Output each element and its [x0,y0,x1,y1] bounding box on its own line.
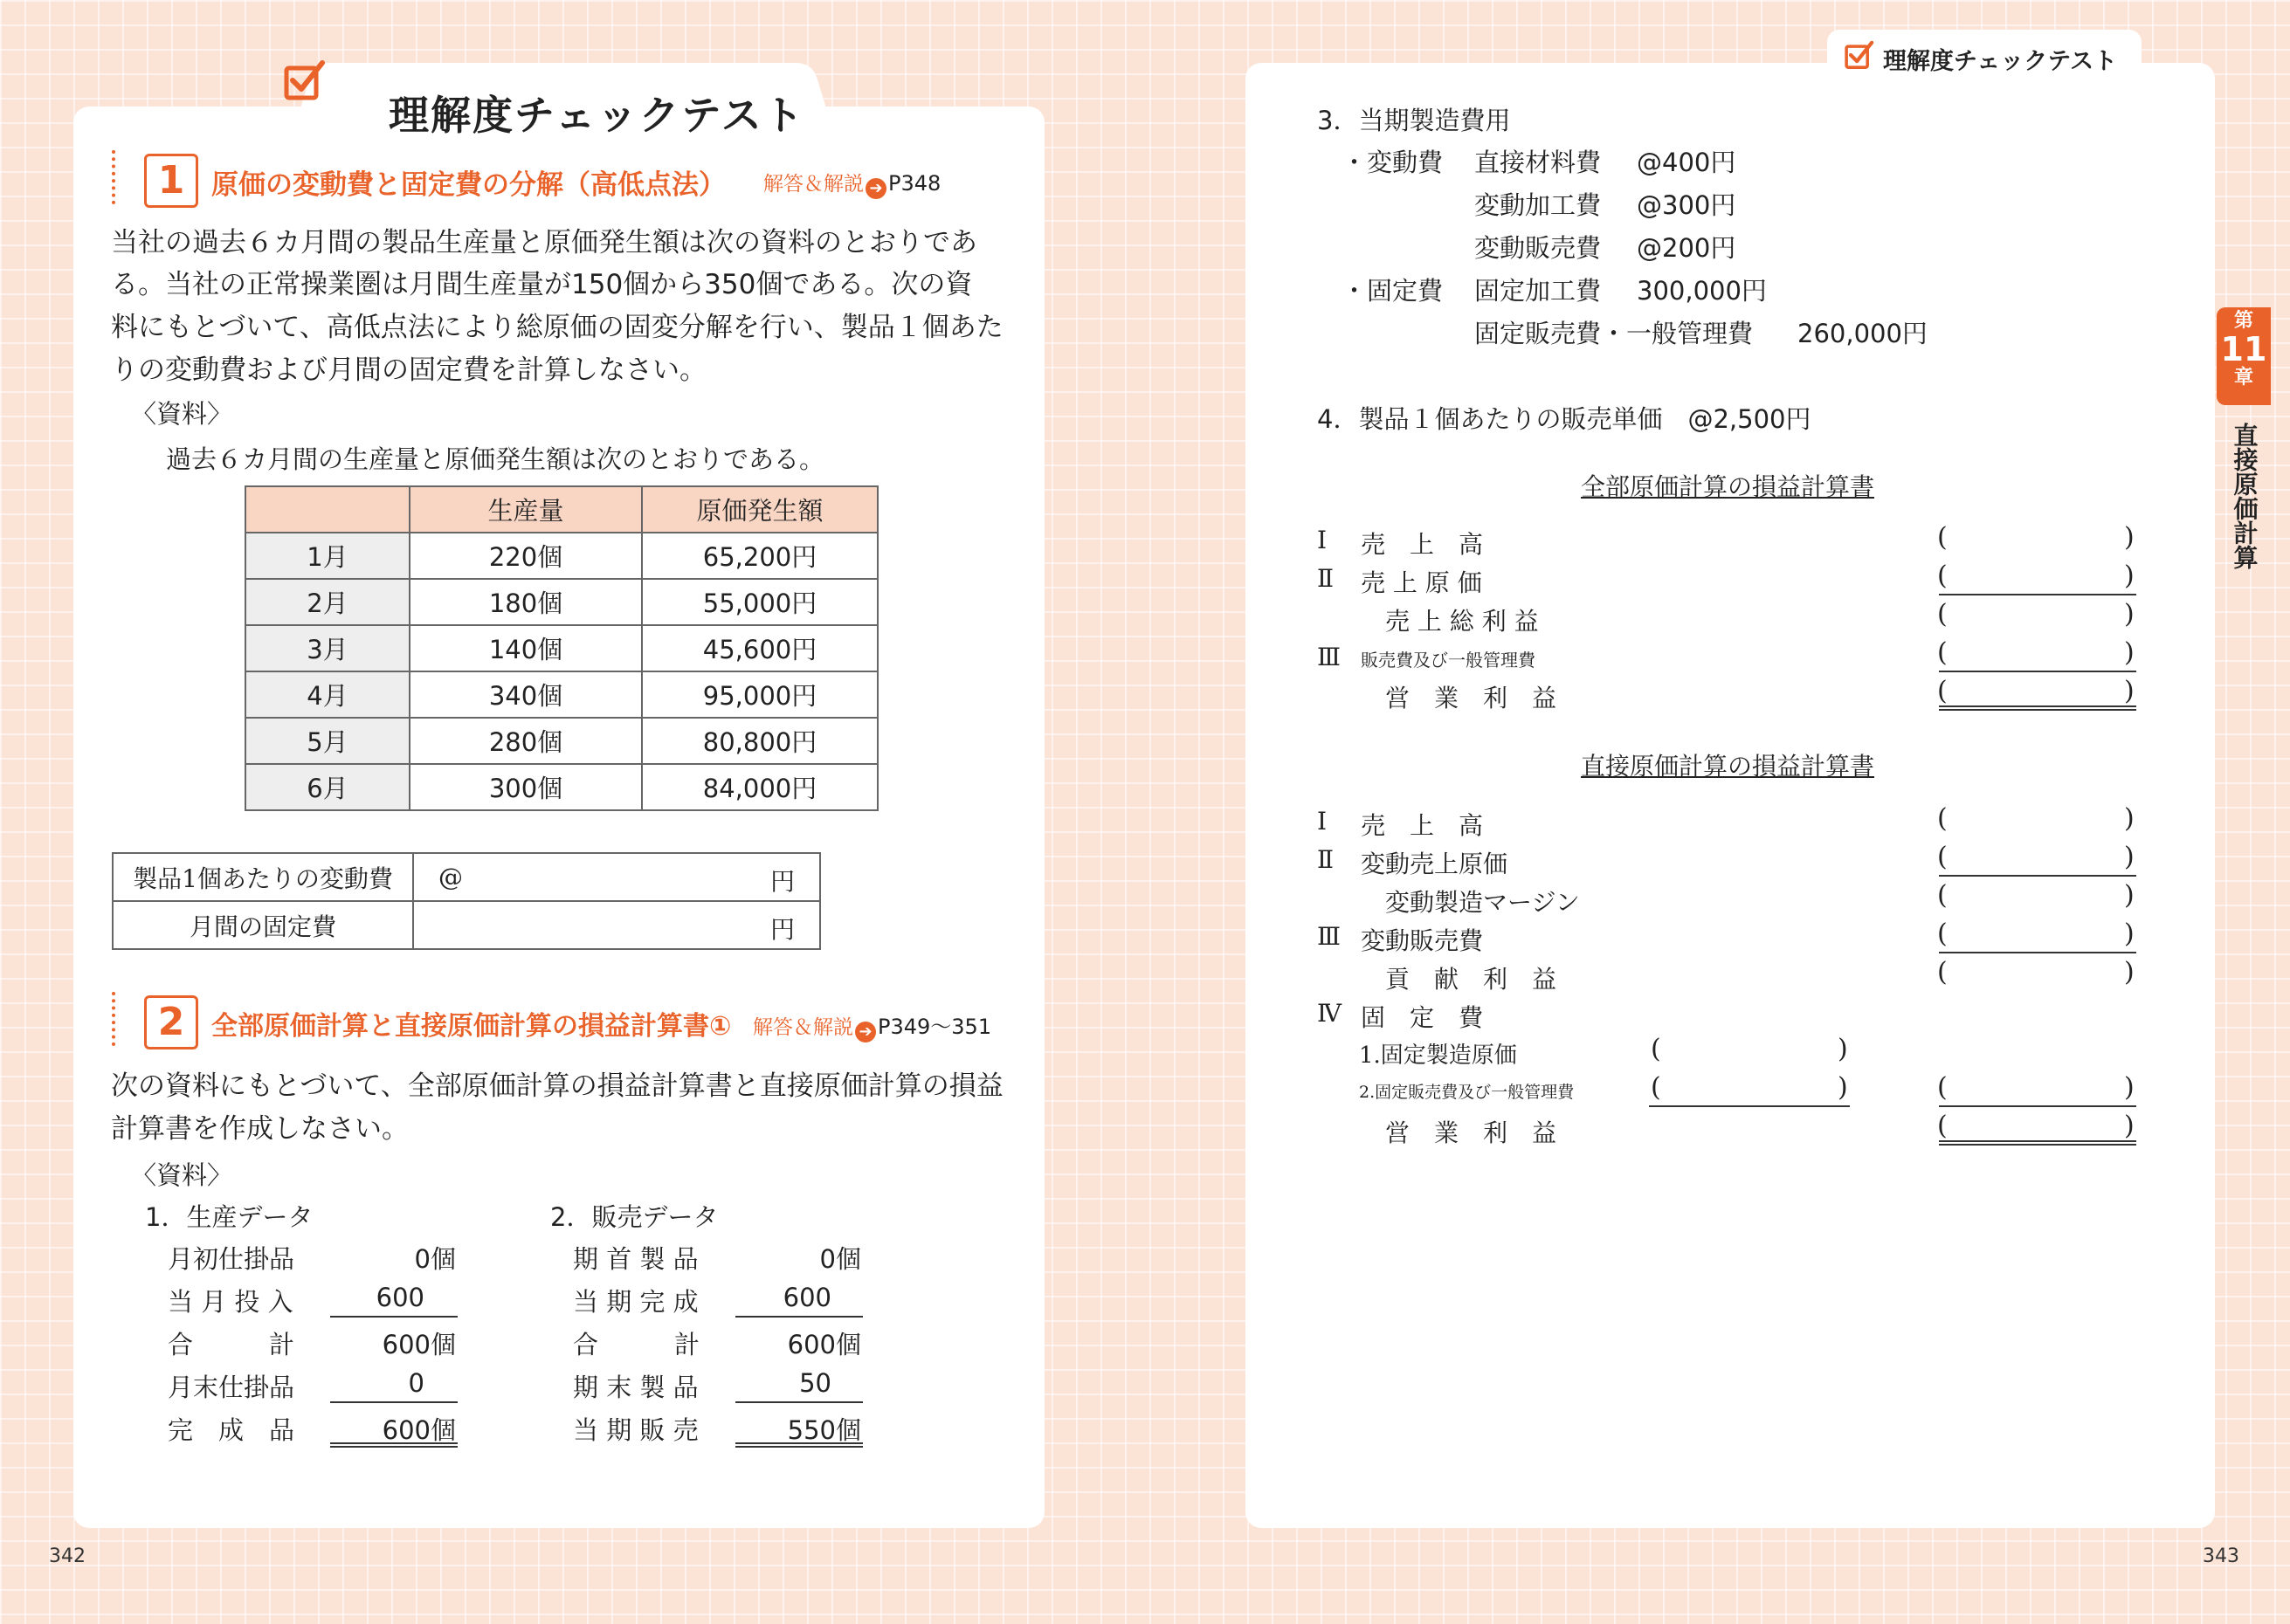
sales-value: 0個 [819,1244,861,1274]
answer-underline [1649,1105,1850,1107]
answer-variable-cost-cell[interactable] [413,853,820,901]
chapter-tab-bottom: 章 [2233,367,2253,389]
section1-question-line: りの変動費および月間の固定費を計算しなさい。 [111,354,707,386]
section2-ref-page: P349〜351 [878,1015,992,1039]
cost-value: @400円 [1637,148,1736,177]
cost-value: 300,000円 [1637,276,1767,306]
production-value: 0 [408,1368,424,1398]
direct-row-label: 変動売上原価 [1361,850,1508,878]
sales-heading: 2．販売データ [550,1202,719,1232]
answer-open-paren: ( [1937,842,1948,872]
page-title: 理解度チェックテスト [389,92,805,139]
table-header-cell [245,486,410,533]
answer-open-paren: ( [1651,1034,1661,1064]
price-line: 4．製品１個あたりの販売単価 @2,500円 [1317,404,1811,434]
production-value: 600個 [382,1415,456,1445]
production-heading: 1．生産データ [145,1202,314,1232]
answer-close-paren: ) [2124,599,2135,630]
production-underline [330,1316,458,1318]
full-costing-title: 全部原価計算の損益計算書 [1581,472,1875,501]
cost-item: 変動加工費 [1474,190,1602,220]
cost-item: 直接材料費 [1474,148,1602,177]
section1-number: 1 [144,154,198,208]
full-row-num: Ⅱ [1317,564,1335,593]
answer-open-paren: ( [1937,1072,1948,1103]
title-tab [284,59,843,162]
sales-underline [735,1316,863,1318]
answer-close-paren: ) [2124,522,2135,553]
answer-close-paren: ) [1838,1072,1848,1103]
cost-item: 変動販売費 [1474,233,1602,263]
answer-row [113,901,820,949]
direct-costing-title: 直接原価計算の損益計算書 [1581,752,1875,781]
answer-table [112,852,821,950]
table-cell: 2月 [245,579,410,625]
production-value: 0個 [414,1244,456,1274]
cost-item: 固定加工費 [1474,276,1602,306]
table-cell: 65,200円 [642,533,878,579]
answer-fixed-cost-cell[interactable] [413,901,820,949]
chapter-title-vertical [2225,423,2264,569]
section1-ref [763,168,941,199]
table-cell: 140個 [410,625,642,671]
answer-open-paren: ( [1937,1111,1948,1141]
cost-item: 固定販売費・一般管理費 [1474,319,1754,348]
direct-row-label: 1.固定製造原価 [1359,1043,1517,1069]
table-cell: 55,000円 [642,579,878,625]
section2-number: 2 [144,995,198,1049]
full-row-label: 営 業 利 益 [1385,684,1557,712]
answer-open-paren: ( [1937,637,1948,668]
section2-ref-label: 解答＆解説 [753,1016,853,1039]
answer-underline [1939,875,2136,877]
section1-dots [112,150,128,204]
production-label: 月末仕掛品 [168,1373,295,1402]
arrow-right-icon: ➔ [866,178,886,199]
direct-row-label: 2.固定販売費及び一般管理費 [1359,1083,1575,1102]
section2-dots [112,992,128,1046]
answer-open-paren: ( [1937,561,1948,591]
section1-question-line: 料にもとづいて、高低点法により総原価の固変分解を行い、製品１個あた [111,312,1004,343]
production-label: 完 成 品 [168,1415,295,1445]
answer-label: 月間の固定費 [113,901,413,949]
table-header-cell: 原価発生額 [642,486,878,533]
production-value: 600個 [382,1330,456,1359]
table-cell: 84,000円 [642,764,878,810]
table-cell: 220個 [410,533,642,579]
checkbox-icon [1845,40,1874,70]
chapter-title-text: 直接原価計算 [2230,423,2259,569]
production-label: 月初仕掛品 [168,1244,295,1274]
answer-label: 製品1個あたりの変動費 [113,853,413,901]
section1-material-label: 〈資料〉 [131,399,233,429]
answer-open-paren: ( [1937,919,1948,949]
cost-value: @200円 [1637,233,1736,263]
full-row-num: Ⅰ [1317,526,1328,554]
section2-ref [753,1009,991,1043]
table-cell: 3月 [245,625,410,671]
answer-close-paren: ) [2124,803,2135,834]
direct-row-label: 営 業 利 益 [1385,1118,1557,1147]
direct-row-label: 固 定 費 [1361,1003,1484,1032]
section1-question-line: 当社の過去６カ月間の製品生産量と原価発生額は次の資料のとおりであ [111,227,977,258]
answer-double-underline [1939,705,2136,711]
direct-row-num: Ⅲ [1317,922,1342,951]
section1-title: 原価の変動費と固定費の分解（高低点法） [211,169,726,201]
answer-open-paren: ( [1937,676,1948,706]
answer-double-underline [1939,1140,2136,1146]
table-row [245,764,878,810]
answer-open-paren: ( [1651,1072,1661,1103]
chapter-tab-top: 第 [2233,310,2253,332]
table-header-cell: 生産量 [410,486,642,533]
chapter-tab-number: 11 [2220,330,2267,368]
table-cell: 80,800円 [642,718,878,764]
section1-ref-label: 解答＆解説 [763,173,864,196]
table-cell: 180個 [410,579,642,625]
section2-title: 全部原価計算と直接原価計算の損益計算書① [211,1011,732,1042]
sales-label: 期 首 製 品 [573,1244,699,1274]
answer-close-paren: ) [2124,842,2135,872]
answer-close-paren: ) [2124,919,2135,949]
table-cell: 95,000円 [642,671,878,718]
section2-material-label: 〈資料〉 [131,1160,233,1190]
cost-data-table [245,485,879,811]
table-cell: 1月 [245,533,410,579]
section1-question-line: る。当社の正常操業圏は月間生産量が150個から350個である。次の資 [111,269,973,300]
table-row [245,579,878,625]
answer-close-paren: ) [1838,1034,1848,1064]
table-cell: 280個 [410,718,642,764]
sales-value: 50 [799,1368,831,1398]
answer-underline [1939,671,2136,672]
section2-question-line: 計算書を作成しなさい。 [111,1113,409,1145]
section1-material-intro: 過去６カ月間の生産量と原価発生額は次のとおりである。 [166,444,825,474]
table-cell: 300個 [410,764,642,810]
sales-value: 600 [783,1283,831,1312]
table-row [245,718,878,764]
cost-value: @300円 [1637,190,1736,220]
direct-row-label: 売 上 高 [1361,811,1484,840]
full-row-num: Ⅲ [1317,643,1342,671]
production-underline [330,1401,458,1403]
sales-underline [735,1401,863,1403]
answer-close-paren: ) [2124,880,2135,911]
answer-close-paren: ) [2124,637,2135,668]
answer-underline [1939,952,2136,953]
answer-row [113,853,820,901]
table-row [245,533,878,579]
full-row-label: 売 上 総 利 益 [1385,607,1539,636]
table-row [245,625,878,671]
answer-close-paren: ) [2124,1111,2135,1141]
arrow-right-icon: ➔ [855,1022,876,1043]
table-cell: 340個 [410,671,642,718]
production-value: 600 [376,1283,424,1312]
answer-open-paren: ( [1937,522,1948,553]
direct-row-num: Ⅱ [1317,845,1335,874]
answer-close-paren: ) [2124,957,2135,987]
direct-row-label: 変動販売費 [1361,926,1484,955]
answer-open-paren: ( [1937,803,1948,834]
production-double-underline [330,1442,458,1448]
table-cell: 6月 [245,764,410,810]
sales-value: 600個 [787,1330,861,1359]
chapter-tab [2217,307,2271,405]
sales-label: 期 末 製 品 [573,1373,699,1402]
section1-ref-page: P348 [888,171,942,196]
answer-open-paren: ( [1937,957,1948,987]
answer-underline [1939,594,2136,595]
direct-row-label: 貢 献 利 益 [1385,965,1557,994]
right-page-number: 343 [2203,1545,2239,1567]
table-cell: 4月 [245,671,410,718]
table-cell: 45,600円 [642,625,878,671]
table-cell: 5月 [245,718,410,764]
production-label: 合 計 [168,1330,295,1359]
answer-close-paren: ) [2124,1072,2135,1103]
direct-row-num: Ⅳ [1317,999,1342,1028]
direct-row-label: 変動製造マージン [1385,888,1580,917]
sales-double-underline [735,1442,863,1448]
sales-value: 550個 [787,1415,861,1445]
answer-open-paren: ( [1937,880,1948,911]
answer-close-paren: ) [2124,561,2135,591]
header-title: 理解度チェックテスト [1883,48,2118,75]
cost-heading: 3．当期製造費用 [1317,106,1511,135]
answer-unit: 円 [769,915,795,944]
answer-prefix: @ [438,863,463,891]
direct-row-num: Ⅰ [1317,807,1328,836]
checkbox-icon [284,59,326,101]
cost-value: 260,000円 [1797,319,1928,348]
cost-bullet: ・変動費 [1342,148,1444,177]
table-header-row [245,486,878,533]
sales-label: 当 期 販 売 [573,1415,699,1445]
left-page-number: 342 [49,1545,86,1567]
answer-close-paren: ) [2124,676,2135,706]
answer-unit: 円 [769,867,795,896]
cost-bullet: ・固定費 [1342,276,1444,306]
sales-label: 当 期 完 成 [573,1287,699,1317]
sales-label: 合 計 [573,1330,700,1359]
answer-underline [1939,1105,2136,1107]
section2-question-line: 次の資料にもとづいて、全部原価計算の損益計算書と直接原価計算の損益 [111,1070,1004,1102]
production-label: 当 月 投 入 [168,1287,293,1317]
full-row-label: 売 上 高 [1361,530,1484,559]
full-row-label: 売 上 原 価 [1361,568,1482,597]
answer-open-paren: ( [1937,599,1948,630]
table-row [245,671,878,718]
full-row-label: 販売費及び一般管理費 [1361,650,1535,671]
